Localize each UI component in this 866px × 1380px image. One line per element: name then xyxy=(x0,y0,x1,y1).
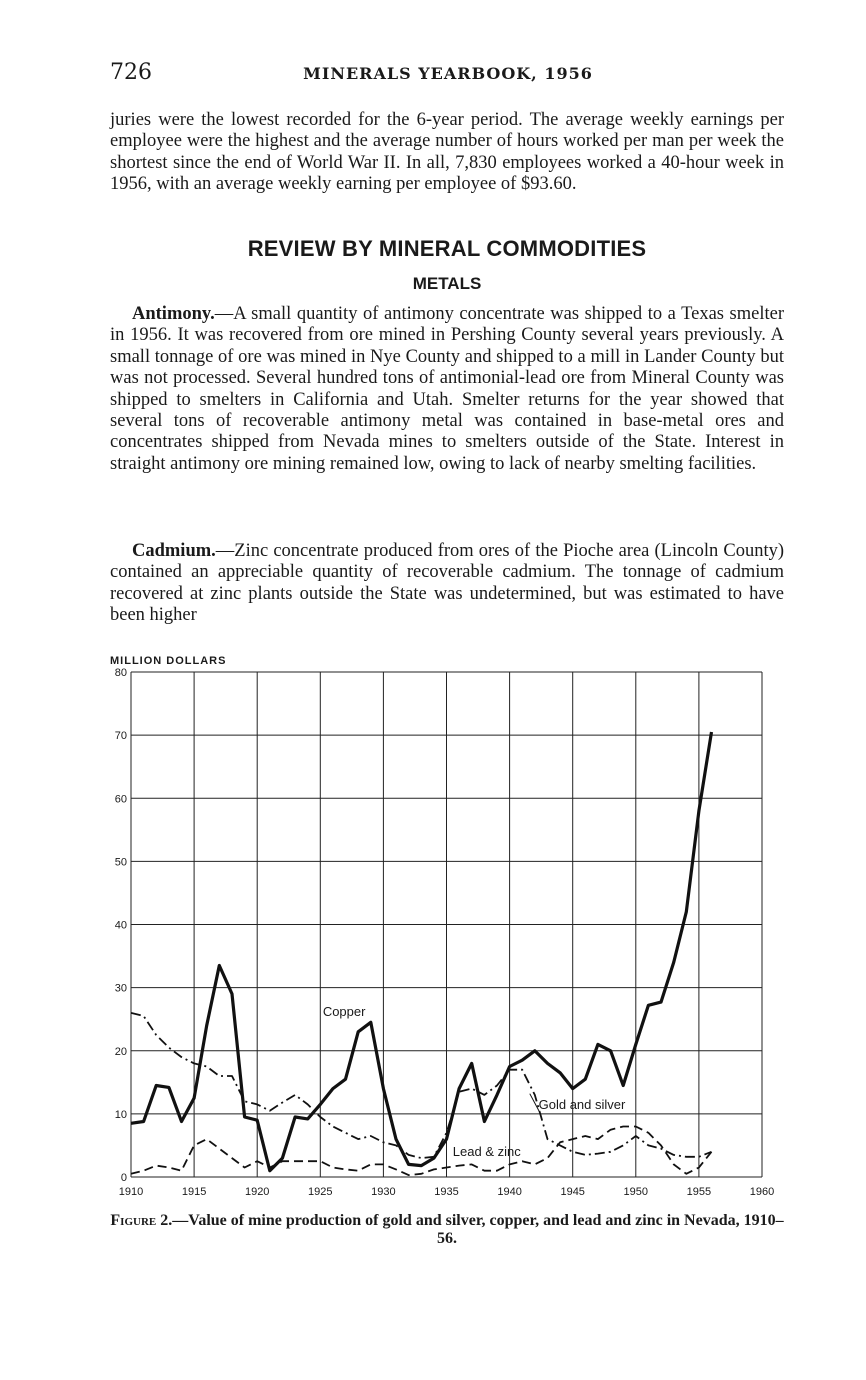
y-tick-label: 20 xyxy=(114,1045,127,1058)
chart-grid xyxy=(131,672,762,1177)
figure-caption-text: —Value of mine production of gold and silver, copper, and lead and zinc in Nevada, 1910–56. xyxy=(172,1212,784,1247)
y-tick-label: 50 xyxy=(114,856,127,869)
gold-silver-label: Gold and silver xyxy=(538,1096,626,1112)
figure-label: Figure 2. xyxy=(110,1212,173,1229)
y-tick-label: 40 xyxy=(114,919,127,932)
lead-zinc-label: Lead & zinc xyxy=(452,1144,521,1160)
x-tick-label: 1960 xyxy=(749,1186,775,1198)
x-tick-label: 1920 xyxy=(244,1186,270,1198)
series-line-lead-zinc xyxy=(131,1127,712,1176)
y-tick-label: 80 xyxy=(114,667,127,679)
subsection-heading: METALS xyxy=(412,274,482,293)
figure-caption xyxy=(110,1212,784,1248)
running-title: MINERALS YEARBOOK, 1956 xyxy=(303,64,593,83)
page-number: 726 xyxy=(110,60,152,85)
x-tick-label: 1945 xyxy=(560,1186,585,1198)
y-tick-label: 30 xyxy=(114,982,127,995)
y-tick-label: 70 xyxy=(114,730,127,743)
x-tick-label: 1935 xyxy=(434,1186,459,1198)
x-tick-label: 1940 xyxy=(497,1186,522,1198)
y-tick-label: 10 xyxy=(114,1108,127,1121)
cadmium-title: Cadmium. xyxy=(132,541,216,561)
x-tick-label: 1950 xyxy=(623,1186,649,1198)
antimony-title: Antimony. xyxy=(132,304,215,324)
intro-paragraph: juries were the lowest recorded for the 6-year period. The average weekly earnings per employee were the highest and the average number of hours worked per man per week the shortest since the end of World War II. In all, 7,830 employees worked a 40-hour week in 1956, with an average weekly earning per employee of $93.60. xyxy=(110,110,784,195)
antimony-text: —A small quantity of antimony concentrate was shipped to a Texas smelter in 1956. It was recovered from ore mined in Pershing County several years previously. A small tonnage of ore was mined in Nye County and shipped to a mill in Lander County but was not processed. Several hundred tons of antimonial-lead ore from Mineral County was shipped to smelters in California and Utah. Smelter returns for the year showed that several tons of recoverable antimony metal was contained in base-metal ores and concentrates shipped from Nevada mines to smelters outside of the State. Interest in straight antimony ore mining remained low, owing to lack of nearby smelting facilities. xyxy=(110,304,784,474)
x-tick-label: 1915 xyxy=(181,1186,207,1198)
chart-ticks xyxy=(115,667,774,1198)
x-tick-label: 1925 xyxy=(308,1186,333,1198)
y-axis-label: MILLION DOLLARS xyxy=(110,655,227,667)
y-tick-label: 0 xyxy=(120,1172,127,1184)
x-tick-label: 1910 xyxy=(118,1186,144,1198)
copper-label: Copper xyxy=(322,1004,366,1020)
section-heading: REVIEW BY MINERAL COMMODITIES xyxy=(247,236,647,261)
cadmium-text: —Zinc concentrate produced from ores of the Pioche area (Lincoln County) contained an appreciable quantity of recoverable cadmium. The tonnage of cadmium recovered at zinc plants outside the State was undetermined, but was estimated to have been higher xyxy=(110,541,784,626)
x-tick-label: 1955 xyxy=(686,1186,712,1198)
x-tick-label: 1930 xyxy=(371,1186,396,1198)
y-tick-label: 60 xyxy=(114,793,127,806)
